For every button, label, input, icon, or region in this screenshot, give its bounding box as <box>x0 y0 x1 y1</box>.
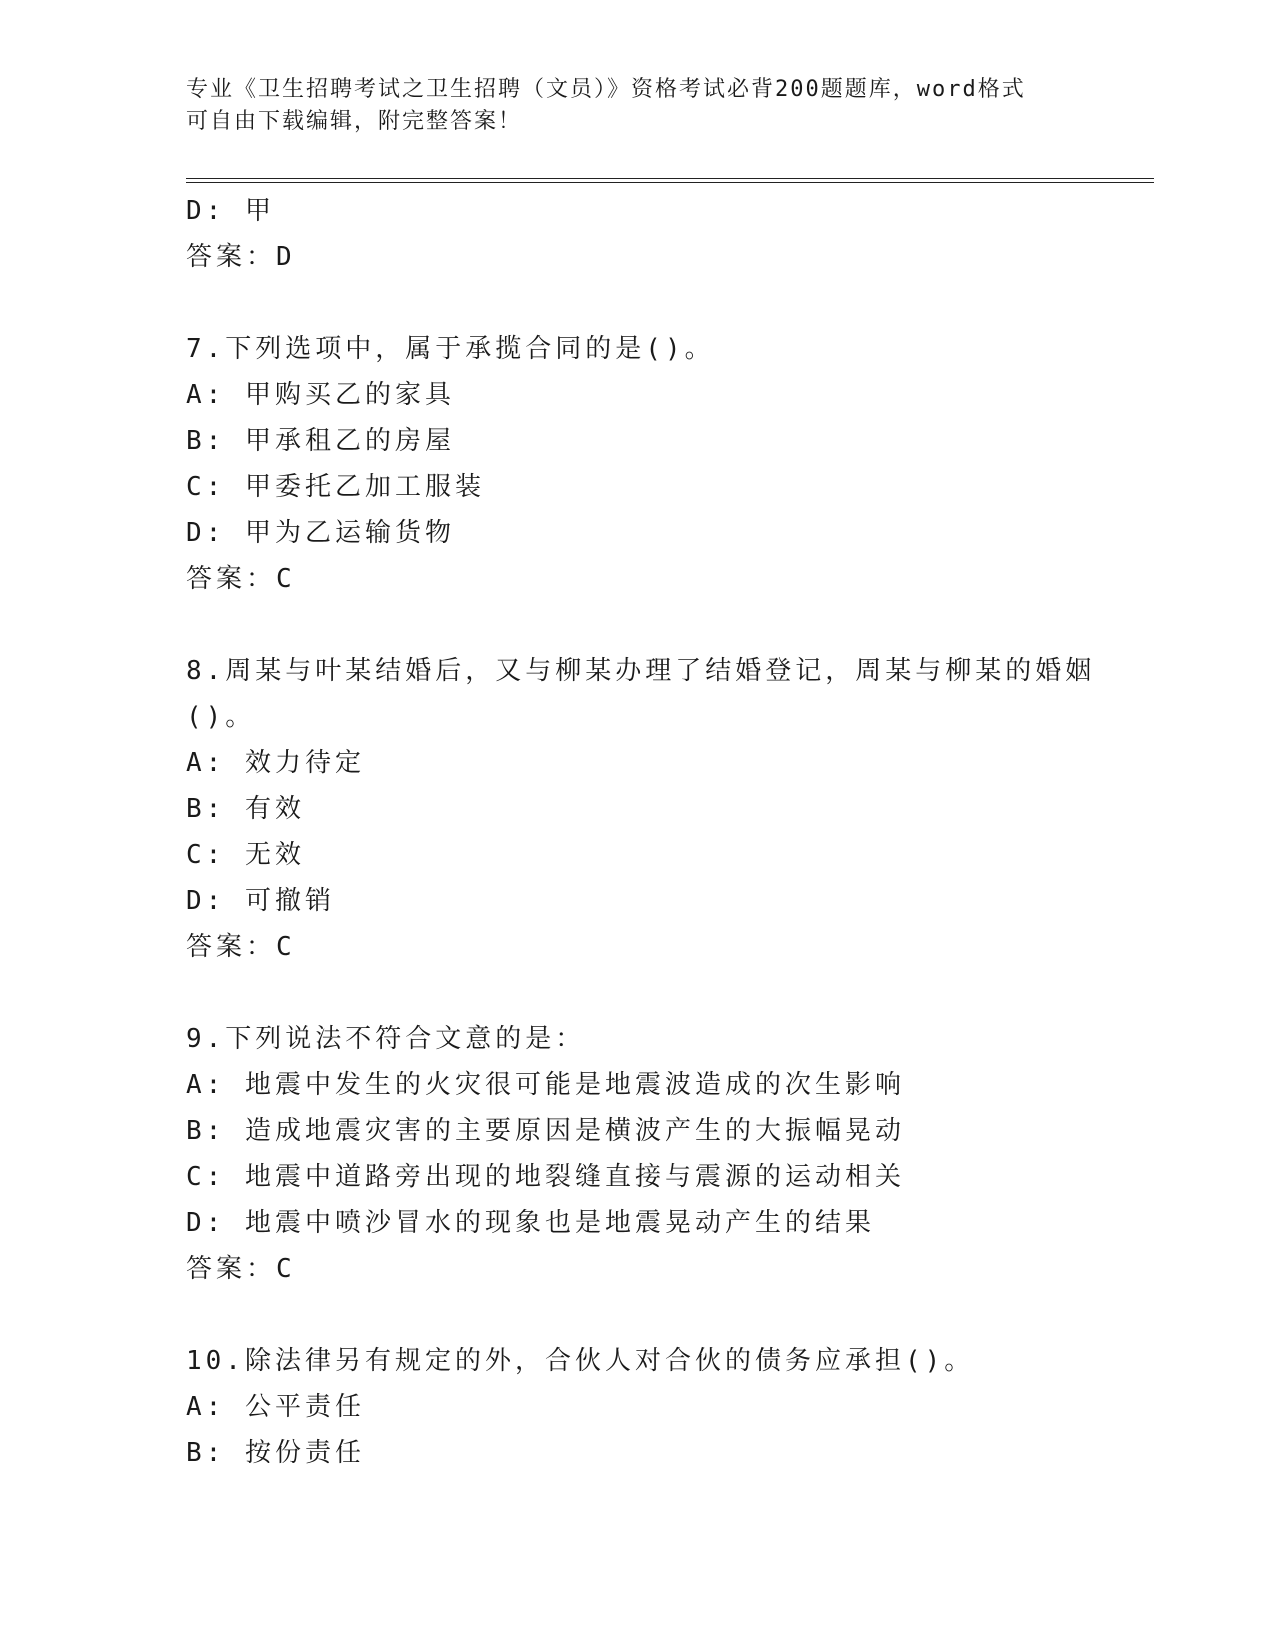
option-d: D: 地震中喷沙冒水的现象也是地震晃动产生的结果 <box>186 1208 875 1238</box>
spacer <box>186 280 1086 326</box>
option-a: A: 地震中发生的火灾很可能是地震波造成的次生影响 <box>186 1070 905 1100</box>
header-line-1: 专业《卫生招聘考试之卫生招聘（文员）》资格考试必背200题题库，word格式 <box>186 77 1026 102</box>
document-body <box>186 188 1096 1476</box>
option-d: D: 甲为乙运输货物 <box>186 518 455 548</box>
question-8 <box>186 648 1096 970</box>
answer-line: 答案：C <box>186 932 296 962</box>
question-7 <box>186 326 1086 602</box>
option-d: D: 可撤销 <box>186 886 335 916</box>
option-c: C: 地震中道路旁出现的地裂缝直接与震源的运动相关 <box>186 1162 905 1192</box>
header-rule-bottom <box>186 182 1154 183</box>
option-d: D: 甲 <box>186 196 275 226</box>
answer-line: 答案：C <box>186 1254 296 1284</box>
option-a: A: 效力待定 <box>186 748 365 778</box>
answer-line: 答案：C <box>186 564 296 594</box>
option-b: B: 造成地震灾害的主要原因是横波产生的大振幅晃动 <box>186 1116 905 1146</box>
option-b: B: 按份责任 <box>186 1438 365 1468</box>
question-stem: 7.下列选项中，属于承揽合同的是()。 <box>186 334 715 364</box>
option-c: C: 无效 <box>186 840 305 870</box>
option-c: C: 甲委托乙加工服装 <box>186 472 485 502</box>
spacer <box>186 602 1086 648</box>
header-line-2: 可自由下载编辑，附完整答案！ <box>186 109 523 134</box>
option-b: B: 甲承租乙的房屋 <box>186 426 455 456</box>
spacer <box>186 1292 1086 1338</box>
spacer <box>186 970 1086 1016</box>
option-a: A: 甲购买乙的家具 <box>186 380 455 410</box>
document-header <box>186 74 1066 138</box>
question-stem-line-2: ()。 <box>186 702 256 732</box>
answer-line: 答案：D <box>186 242 296 272</box>
question-stem: 10.除法律另有规定的外，合伙人对合伙的债务应承担()。 <box>186 1346 975 1376</box>
question-10 <box>186 1338 1086 1476</box>
question-stem-line-1: 8.周某与叶某结婚后，又与柳某办理了结婚登记，周某与柳某的婚姻 <box>186 656 1096 686</box>
option-a: A: 公平责任 <box>186 1392 365 1422</box>
question-9 <box>186 1016 1086 1292</box>
option-b: B: 有效 <box>186 794 305 824</box>
header-rule-top <box>186 178 1154 179</box>
question-stem: 9.下列说法不符合文意的是： <box>186 1024 586 1054</box>
